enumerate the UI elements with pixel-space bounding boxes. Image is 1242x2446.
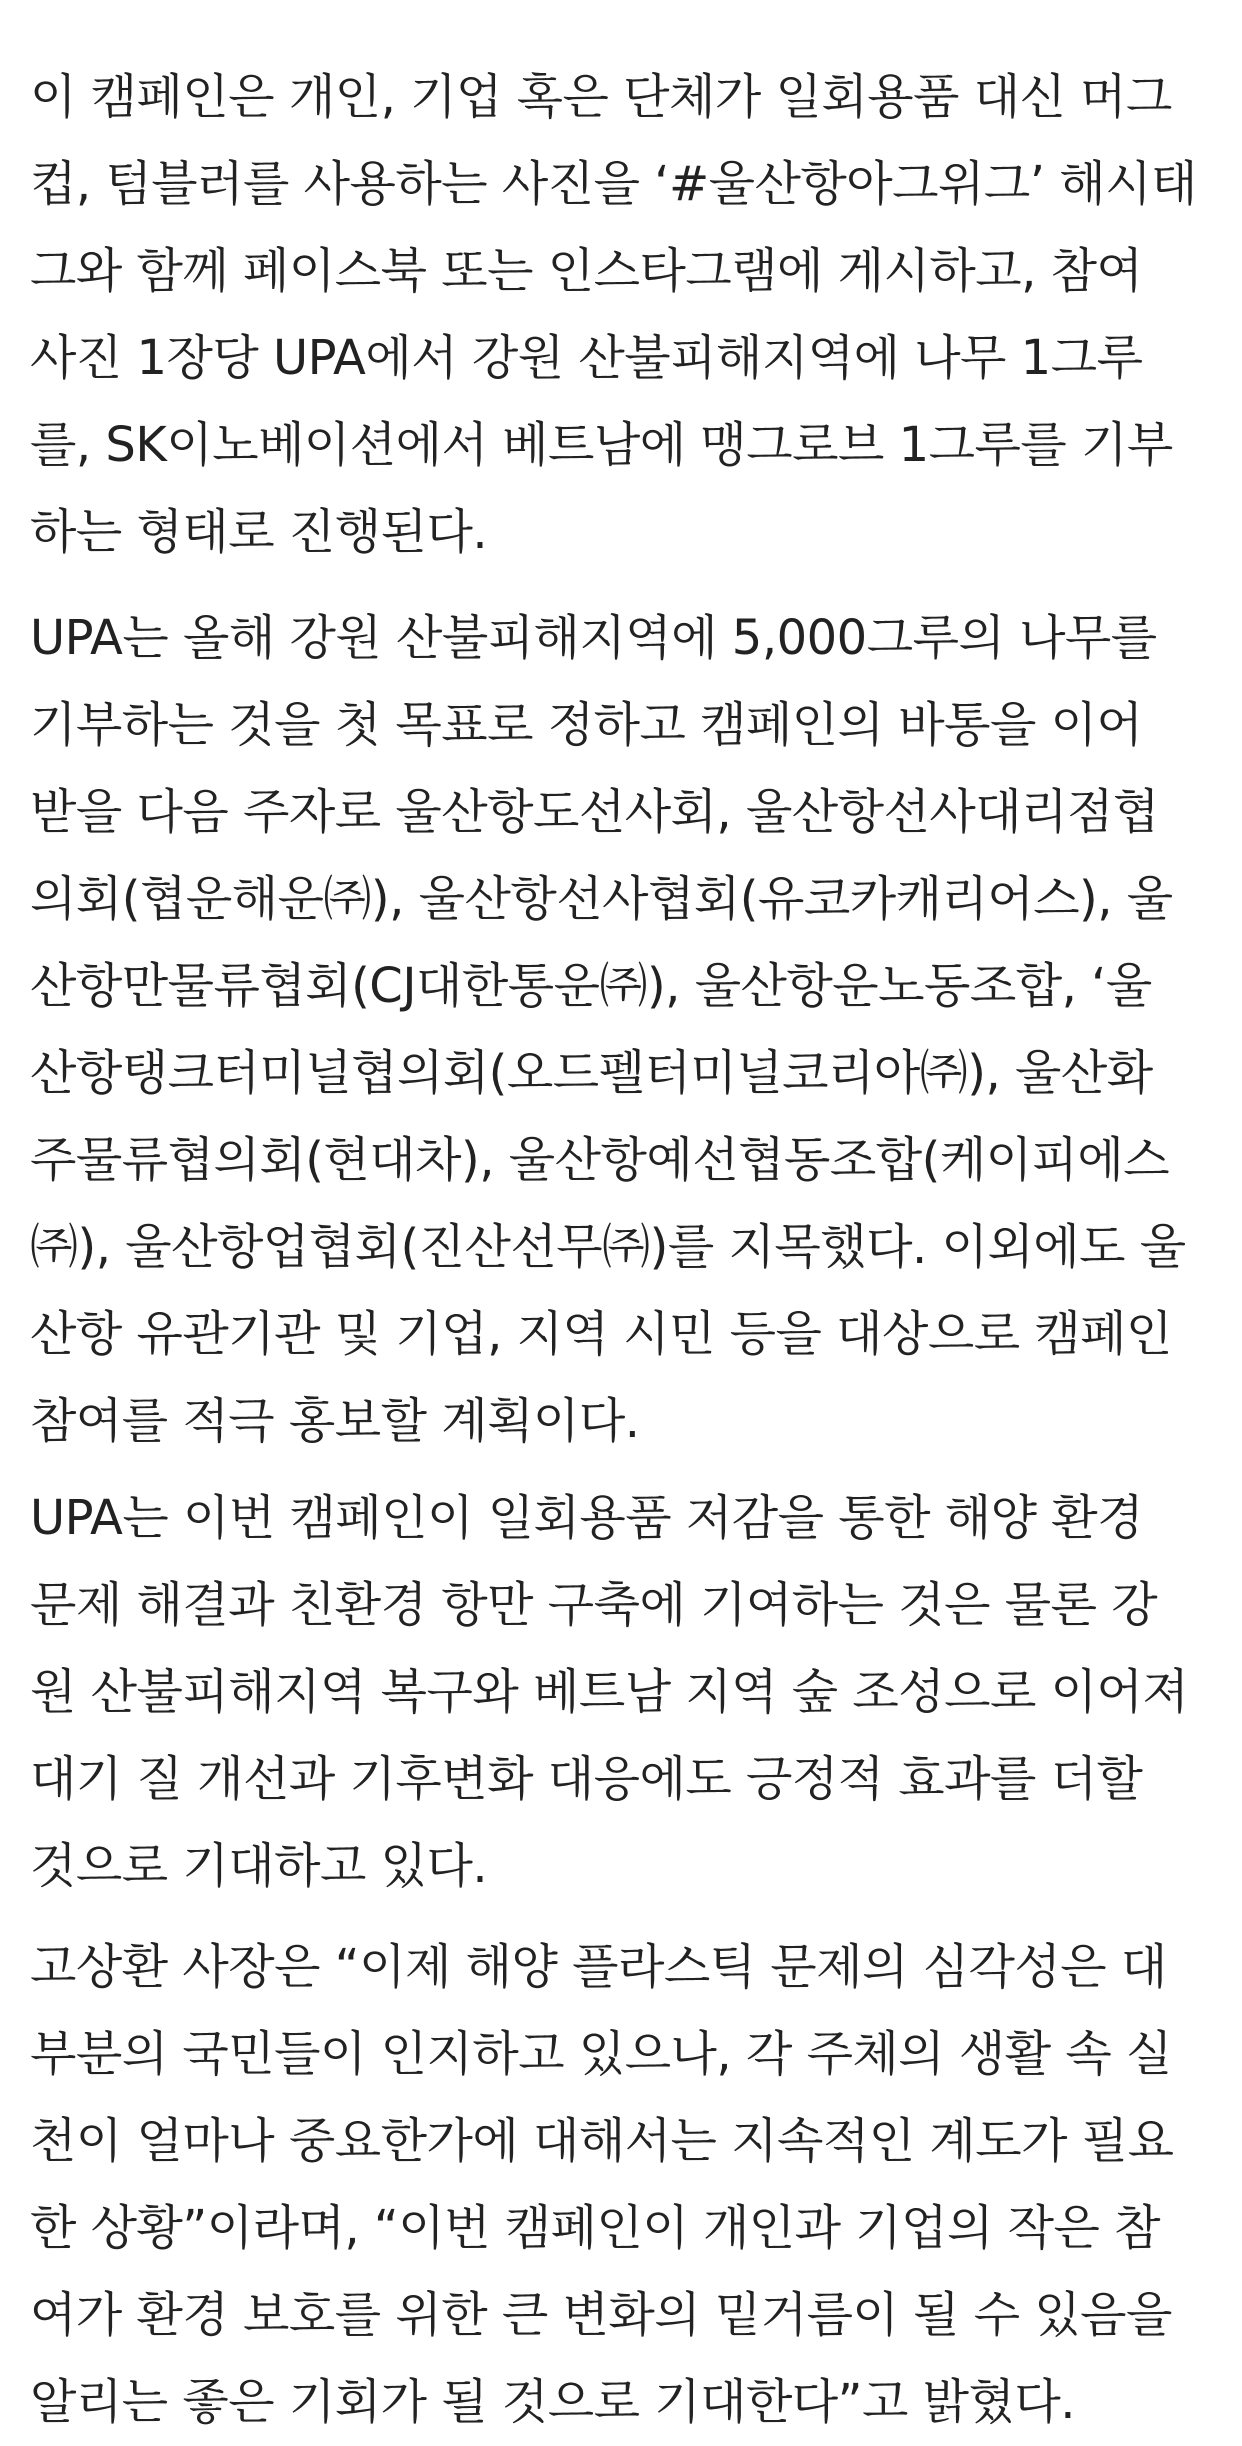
text-line: UPA는 올해 강원 산불피해지역에 5,000그루의 나무를 xyxy=(30,610,1157,666)
text-line: 산항만물류협회(CJ대한통운㈜), 울산항운노동조합, ‘울 xyxy=(30,958,1152,1014)
text-line: 참여를 적극 홍보할 계획이다. xyxy=(30,1393,640,1449)
text-line: 이 캠페인은 개인, 기업 혹은 단체가 일회용품 대신 머그 xyxy=(30,69,1172,125)
text-line: 여가 환경 보호를 위한 큰 변화의 밑거름이 될 수 있음을 xyxy=(30,2287,1172,2343)
text-line: 한 상황”이라며, “이번 캠페인이 개인과 기업의 작은 참 xyxy=(30,2200,1161,2256)
text-line: 원 산불피해지역 복구와 베트남 지역 숲 조성으로 이어져 xyxy=(30,1664,1189,1720)
text-line: 기부하는 것을 첫 목표로 정하고 캠페인의 바통을 이어 xyxy=(30,697,1143,753)
text-line: 그와 함께 페이스북 또는 인스타그램에 게시하고, 참여 xyxy=(30,243,1143,299)
text-line: 하는 형태로 진행된다. xyxy=(30,504,488,560)
text-line: ㈜), 울산항업협회(진산선무㈜)를 지목했다. 이외에도 울 xyxy=(30,1219,1186,1275)
text-line: 를, SK이노베이션에서 베트남에 맹그로브 1그루를 기부 xyxy=(30,417,1173,473)
text-line: 천이 얼마나 중요한가에 대해서는 지속적인 계도가 필요 xyxy=(30,2113,1174,2169)
paragraph-nominations xyxy=(30,595,1216,1465)
text-line: 의회(협운해운㈜), 울산항선사협회(유코카캐리어스), 울 xyxy=(30,871,1173,927)
text-line: 문제 해결과 친환경 항만 구축에 기여하는 것은 물론 강 xyxy=(30,1577,1158,1633)
text-line: 컵, 텀블러를 사용하는 사진을 ‘#울산항아그위그’ 해시태 xyxy=(30,156,1197,212)
text-line: 알리는 좋은 기회가 될 것으로 기대한다”고 밝혔다. xyxy=(30,2374,1076,2430)
text-line: 받을 다음 주자로 울산항도선사회, 울산항선사대리점협 xyxy=(30,784,1159,840)
paragraph-expected-effects xyxy=(30,1475,1216,1910)
text-line: 산항 유관기관 및 기업, 지역 시민 등을 대상으로 캠페인 xyxy=(30,1306,1172,1362)
paragraph-campaign-description xyxy=(30,54,1216,576)
text-line: 대기 질 개선과 기후변화 대응에도 긍정적 효과를 더할 xyxy=(30,1751,1143,1807)
text-line: 주물류협의회(현대차), 울산항예선협동조합(케이피에스 xyxy=(30,1132,1170,1188)
paragraph-ceo-quote xyxy=(30,1924,1216,2446)
text-line: 산항탱크터미널협의회(오드펠터미널코리아㈜), 울산화 xyxy=(30,1045,1153,1101)
text-line: 것으로 기대하고 있다. xyxy=(30,1838,488,1894)
text-line: 고상환 사장은 “이제 해양 플라스틱 문제의 심각성은 대 xyxy=(30,1939,1167,1995)
text-line: 사진 1장당 UPA에서 강원 산불피해지역에 나무 1그루 xyxy=(30,330,1143,386)
text-line: UPA는 이번 캠페인이 일회용품 저감을 통한 해양 환경 xyxy=(30,1490,1144,1546)
text-line: 부분의 국민들이 인지하고 있으나, 각 주체의 생활 속 실 xyxy=(30,2026,1172,2082)
